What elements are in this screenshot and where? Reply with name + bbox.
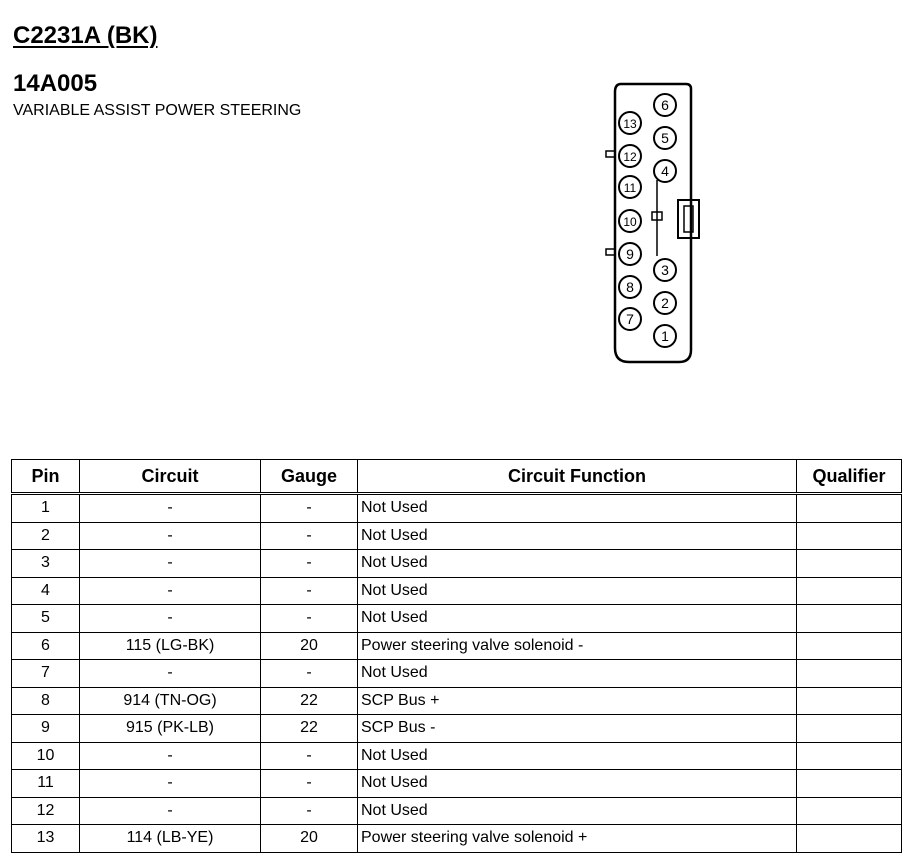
circuit-cell: 914 (TN-OG) [80,687,261,715]
circuit-cell: 114 (LB-YE) [80,825,261,853]
circuit-function-cell: Not Used [358,797,797,825]
pin-cell: 9 [12,715,80,743]
table-row [12,797,902,825]
circuit-function-cell: Not Used [358,577,797,605]
pin-number-label: 5 [661,130,669,146]
circuit-cell: - [80,605,261,633]
circuit-function-cell: Not Used [358,522,797,550]
pin-number-label: 13 [623,117,637,131]
qualifier-cell [797,522,902,550]
pin-number-label: 7 [626,311,634,327]
pin-number-label: 3 [661,262,669,278]
table-row [12,687,902,715]
gauge-cell: - [261,550,358,578]
gauge-cell: - [261,605,358,633]
table-row [12,660,902,688]
pin-number-label: 12 [623,150,637,164]
pin-number-label: 6 [661,97,669,113]
pin-cell: 2 [12,522,80,550]
circuit-cell: - [80,522,261,550]
circuit-cell: 915 (PK-LB) [80,715,261,743]
circuit-function-cell: Not Used [358,605,797,633]
gauge-cell: - [261,660,358,688]
table-row [12,825,902,853]
pin-number-label: 2 [661,295,669,311]
gauge-cell: - [261,494,358,523]
table-row [12,550,902,578]
column-header-pin: Pin [12,460,80,494]
qualifier-cell [797,715,902,743]
pin-number-label: 11 [623,181,637,195]
gauge-cell: - [261,770,358,798]
qualifier-cell [797,770,902,798]
pin-number-label: 8 [626,279,634,295]
circuit-cell: - [80,742,261,770]
circuit-cell: - [80,550,261,578]
connector-side-tab [606,151,615,157]
table-row [12,577,902,605]
pin-cell: 11 [12,770,80,798]
qualifier-cell [797,577,902,605]
table-row [12,522,902,550]
gauge-cell: 20 [261,632,358,660]
circuit-function-cell: Not Used [358,550,797,578]
circuit-function-cell: SCP Bus + [358,687,797,715]
column-header-circuit: Circuit [80,460,261,494]
pin-cell: 12 [12,797,80,825]
component-description: VARIABLE ASSIST POWER STEERING [13,102,302,119]
pinout-table [11,459,902,853]
qualifier-cell [797,494,902,523]
circuit-function-cell: Power steering valve solenoid + [358,825,797,853]
pin-cell: 3 [12,550,80,578]
circuit-cell: - [80,660,261,688]
pin-cell: 7 [12,660,80,688]
pin-number-label: 1 [661,328,669,344]
gauge-cell: - [261,797,358,825]
qualifier-cell [797,660,902,688]
pin-cell: 10 [12,742,80,770]
gauge-cell: 22 [261,687,358,715]
qualifier-cell [797,742,902,770]
qualifier-cell [797,550,902,578]
qualifier-cell [797,825,902,853]
qualifier-cell [797,605,902,633]
pin-cell: 5 [12,605,80,633]
pin-cell: 4 [12,577,80,605]
pin-number-label: 10 [623,215,637,229]
part-number: 14A005 [13,70,98,97]
gauge-cell: 20 [261,825,358,853]
pin-cavities [619,94,676,347]
circuit-function-cell: Not Used [358,742,797,770]
circuit-function-cell: Not Used [358,770,797,798]
circuit-function-cell: Not Used [358,494,797,523]
circuit-cell: - [80,494,261,523]
qualifier-cell [797,797,902,825]
table-row [12,494,902,523]
connector-id-title: C2231A (BK) [13,22,158,49]
pin-cell: 8 [12,687,80,715]
connector-side-tab [606,249,615,255]
pin-number-label: 4 [661,163,669,179]
circuit-cell: - [80,770,261,798]
qualifier-cell [797,632,902,660]
connector-face-diagram [595,78,710,368]
table-row [12,742,902,770]
circuit-cell: - [80,797,261,825]
column-header-circuit-function: Circuit Function [358,460,797,494]
pin-cell: 6 [12,632,80,660]
circuit-cell: - [80,577,261,605]
table-row [12,605,902,633]
table-row [12,770,902,798]
gauge-cell: - [261,522,358,550]
column-header-qualifier: Qualifier [797,460,902,494]
table-row [12,715,902,743]
column-header-gauge: Gauge [261,460,358,494]
gauge-cell: - [261,742,358,770]
table-row [12,632,902,660]
pin-cell: 13 [12,825,80,853]
gauge-cell: 22 [261,715,358,743]
circuit-cell: 115 (LG-BK) [80,632,261,660]
pin-cell: 1 [12,494,80,523]
gauge-cell: - [261,577,358,605]
circuit-function-cell: Not Used [358,660,797,688]
table-header-row [12,460,902,494]
pin-number-label: 9 [626,246,634,262]
circuit-function-cell: SCP Bus - [358,715,797,743]
qualifier-cell [797,687,902,715]
circuit-function-cell: Power steering valve solenoid - [358,632,797,660]
